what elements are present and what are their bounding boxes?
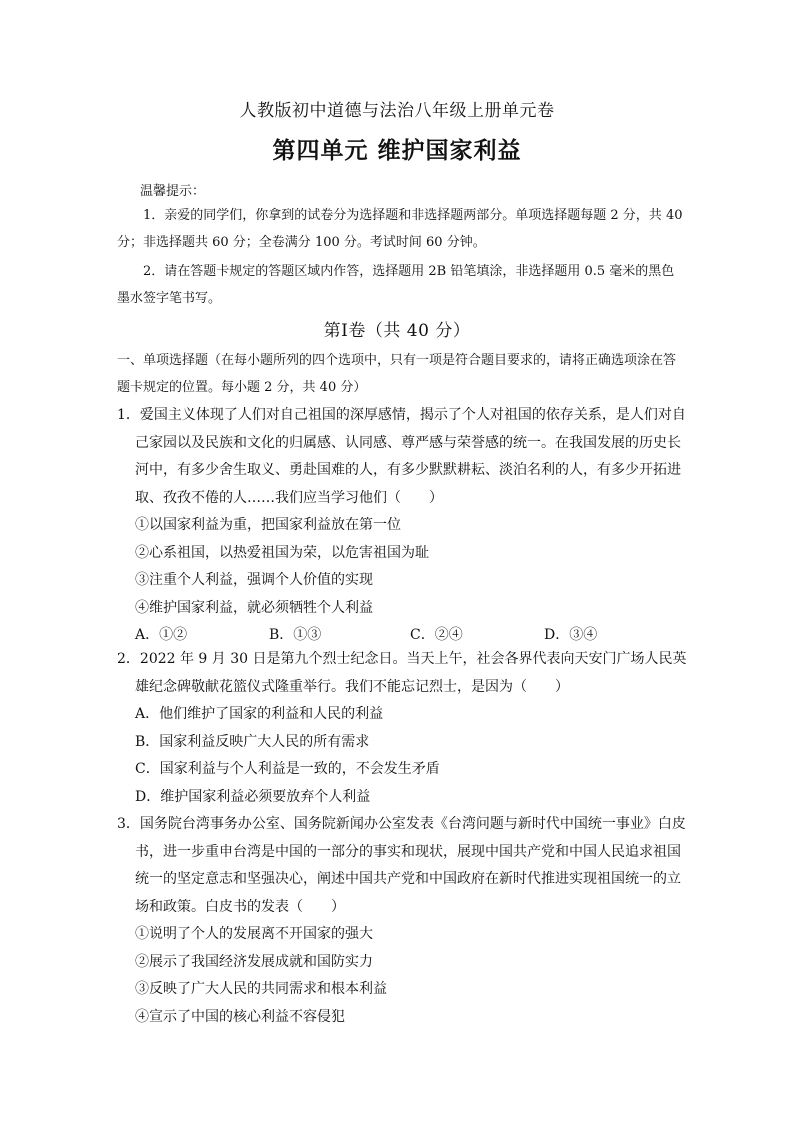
question-1-item-1: ①以国家利益为重，把国家利益放在第一位 bbox=[135, 517, 401, 533]
question-3-item-3: ③反映了广大人民的共同需求和根本利益 bbox=[135, 981, 387, 997]
question-2-option-c: C．国家利益与个人利益是一致的，不会发生矛盾 bbox=[135, 761, 440, 777]
section-title: 第Ⅰ卷（共 40 分） bbox=[323, 321, 471, 341]
question-1-item-4: ④维护国家利益，就必须牺牲个人利益 bbox=[135, 599, 373, 616]
question-1 bbox=[117, 402, 692, 650]
choice-b: B．①③ bbox=[269, 627, 322, 643]
question-2-option-b: B．国家利益反映广大人民的所有需求 bbox=[135, 733, 370, 750]
tip-item-2: 2．请在答题卡规定的答题区域内作答，选择题用 2B 铅笔填涂，非选择题用 0.5 毫米的黑色墨水签字笔书写。 bbox=[117, 264, 675, 306]
question-3-stem: 3．国务院台湾事务办公室、国务院新闻办公室发表《台湾问题与新时代中国统一事业》白皮书，进一步重申台湾是中国的一部分的事实和现状，展现中国共产党和中国人民追求祖国统一的坚定意志和坚强决心，阐述中国共产党和中国政府在新时代推进实现祖国统一的立场和政策。白皮书的发表（ ） bbox=[117, 816, 686, 915]
question-2-option-d: D．维护国家利益必须要放弃个人利益 bbox=[135, 788, 371, 805]
question-3-item-1: ①说明了个人的发展离不开国家的强大 bbox=[135, 926, 373, 942]
exam-subtitle: 人教版初中道德与法治八年级上册单元卷 bbox=[239, 101, 555, 121]
question-1-item-2: ②心系祖国，以热爱祖国为荣，以危害祖国为耻 bbox=[135, 544, 429, 561]
choice-c: C．②④ bbox=[410, 627, 463, 643]
question-1-item-3: ③注重个人利益，强调个人价值的实现 bbox=[135, 572, 373, 588]
question-2 bbox=[117, 646, 692, 811]
choice-d: D．③④ bbox=[544, 627, 598, 643]
tip-item-1: 1．亲爱的同学们，你拿到的试卷分为选择题和非选择题两部分。单项选择题每题 2 分，共 40 分；非选择题共 60 分；全卷满分 100 分。考试时间 60 分钟。 bbox=[117, 208, 683, 250]
exam-title: 第四单元 维护国家利益 bbox=[272, 137, 522, 164]
question-3-item-2: ②展示了我国经济发展成就和国防实力 bbox=[135, 953, 373, 970]
question-3-item-4: ④宣示了中国的核心利益不容侵犯 bbox=[135, 1008, 345, 1025]
choice-a: A．①② bbox=[135, 627, 188, 643]
question-2-option-a: A．他们维护了国家的利益和人民的利益 bbox=[135, 706, 384, 722]
section-instruction: 一、单项选择题（在每小题所列的四个选项中，只有一项是符合题目要求的，请将正确选项涂在答题卡规定的位置。每小题 2 分，共 40 分） bbox=[117, 353, 677, 395]
tips-heading: 温馨提示： bbox=[140, 184, 206, 199]
question-2-stem: 2．2022 年 9 月 30 日是第九个烈士纪念日。当天上午，社会各界代表向天安门广场人民英雄纪念碑敬献花篮仪式隆重举行。我们不能忘记烈士，是因为（ ） bbox=[117, 651, 687, 695]
question-3 bbox=[117, 811, 692, 1031]
question-1-stem: 1．爱国主义体现了人们对自己祖国的深厚感情，揭示了个人对祖国的依存关系，是人们对自己家园以及民族和文化的归属感、认同感、尊严感与荣誉感的统一。在我国发展的历史长河中，有多少舍生取义、勇赴国难的人，有多少默默耕耘、淡泊名利的人，有多少开拓进取、孜孜不倦的人……我们应当学习他们（ ） bbox=[117, 407, 686, 506]
